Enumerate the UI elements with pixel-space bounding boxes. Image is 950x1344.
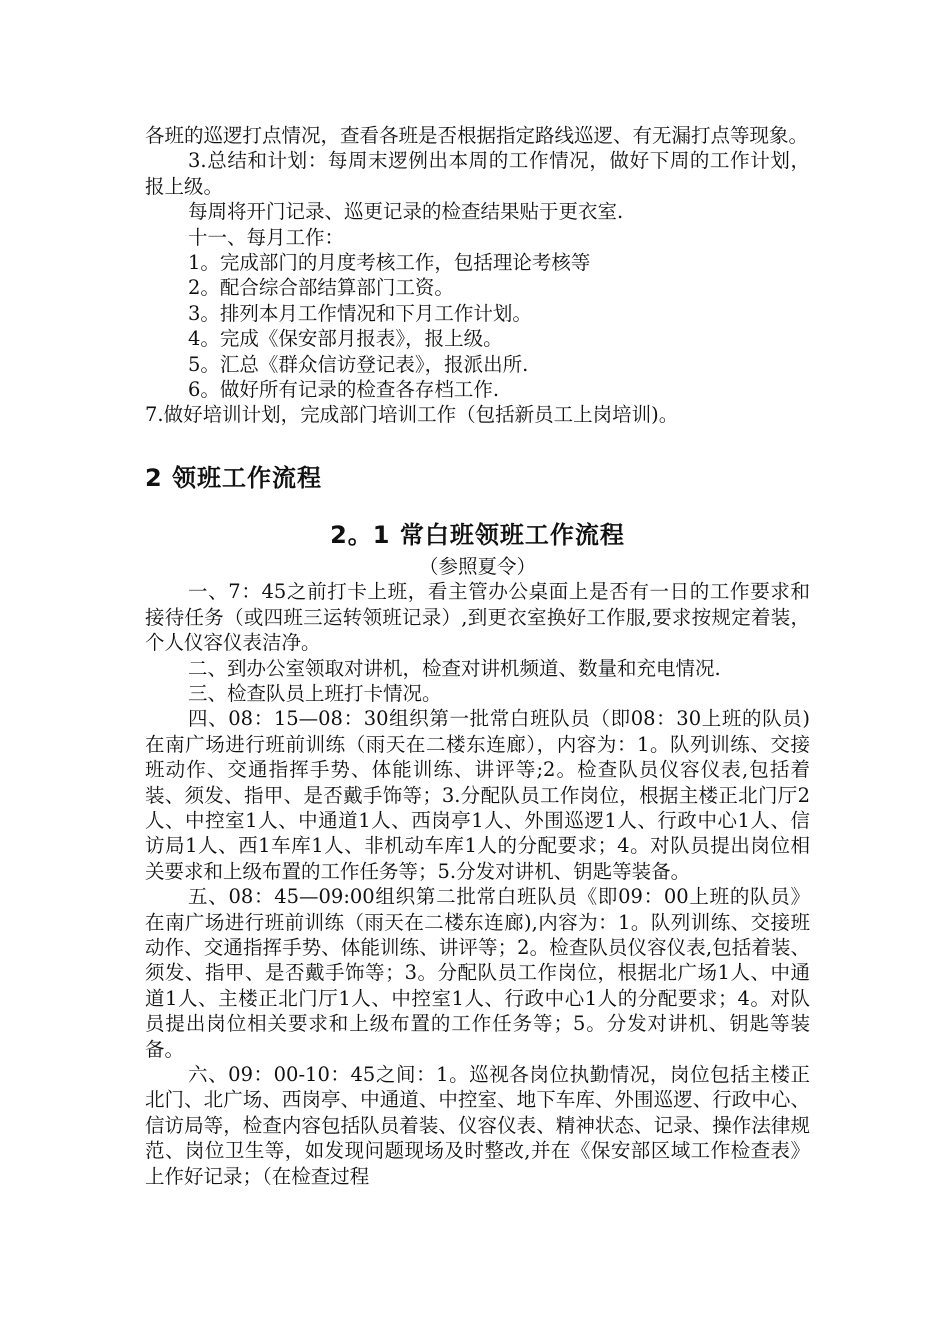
section-heading: 十一、每月工作：: [188, 225, 345, 249]
paragraph: 三、检查队员上班打卡情况。: [188, 681, 442, 705]
list-item: 5。汇总《群众信访登记表》，报派出所.: [188, 352, 529, 376]
list-item: 3。排列本月工作情况和下月工作计划。: [188, 301, 532, 325]
list-item: 1。完成部门的月度考核工作，包括理论考核等: [188, 251, 591, 275]
subtitle: （参照夏令）: [418, 554, 536, 578]
paragraph: 每周将开门记录、巡更记录的检查结果贴于更衣室.: [188, 200, 624, 224]
paragraph: 六、09：00-10：45之间：1。巡视各岗位执勤情况，岗位包括主楼正北门、北广场、西岗亭、中通道、中控室、地下车库、外围巡逻、行政中心、信访局等，检查内容包括队员着装、仪容仪表、精神状态、记录、操作法律规范、岗位卫生等，如发现问题现场及时整改,并在《保安部区域工作检查表》上作好记录；（在检查过程: [145, 1063, 810, 1188]
list-item: 7.做好培训计划，完成部门培训工作（包括新员工上岗培训)。: [145, 403, 679, 427]
paragraph: 各班的巡逻打点情况，查看各班是否根据指定路线巡逻、有无漏打点等现象。: [145, 124, 809, 147]
list-item: 2。配合综合部结算部门工资。: [188, 276, 454, 300]
paragraph: 一、7：45之前打卡上班，看主管办公桌面上是否有一日的工作要求和接待任务（或四班三运转领班记录）,到更衣室换好工作服,要求按规定着装，个人仪容仪表洁净。: [145, 580, 810, 655]
paragraph: 四、08：15—08：30组织第一批常白班队员（即08：30上班的队员)在南广场进行班前训练（雨天在二楼东连廊），内容为：1。队列训练、交接班动作、交通指挥手势、体能训练、讲评等;2。检查队员仪容仪表,包括着装、须发、指甲、是否戴手饰等；3.分配队员工作岗位，根据主楼正北门厅2人、中控室1人、中通道1人、西岗亭1人、外围巡逻1人、行政中心1人、信访局1人、西1车库1人、非机动车库1人的分配要求；4。对队员提出岗位相关要求和上级布置的工作任务等；5.分发对讲机、钥匙等装备。: [145, 707, 810, 883]
paragraph: 五、08：45—09:00组织第二批常白班队员《即09：00上班的队员》在南广场进行班前训练（雨天在二楼东连廊),内容为：1。队列训练、交接班动作、交通指挥手势、体能训练、讲评等；2。检查队员仪容仪表,包括着装、须发、指甲、是否戴手饰等；3。分配队员工作岗位，根据北广场1人、中通道1人、主楼正北门厅1人、中控室1人、行政中心1人的分配要求；4。对队员提出岗位相关要求和上级布置的工作任务等；5。分发对讲机、钥匙等装备。: [145, 885, 810, 1061]
paragraph: 3.总结和计划：每周末逻例出本周的工作情况，做好下周的工作计划，报上级。: [145, 149, 810, 198]
section-title: 2。1 常白班领班工作流程: [330, 520, 625, 549]
document-page: [145, 123, 810, 1189]
chapter-heading: 2 领班工作流程: [145, 463, 323, 492]
paragraph: 二、到办公室领取对讲机，检查对讲机频道、数量和充电情况.: [188, 656, 721, 680]
list-item: 6。做好所有记录的检查各存档工作.: [188, 378, 500, 402]
list-item: 4。完成《保安部月报表》，报上级。: [188, 327, 503, 351]
